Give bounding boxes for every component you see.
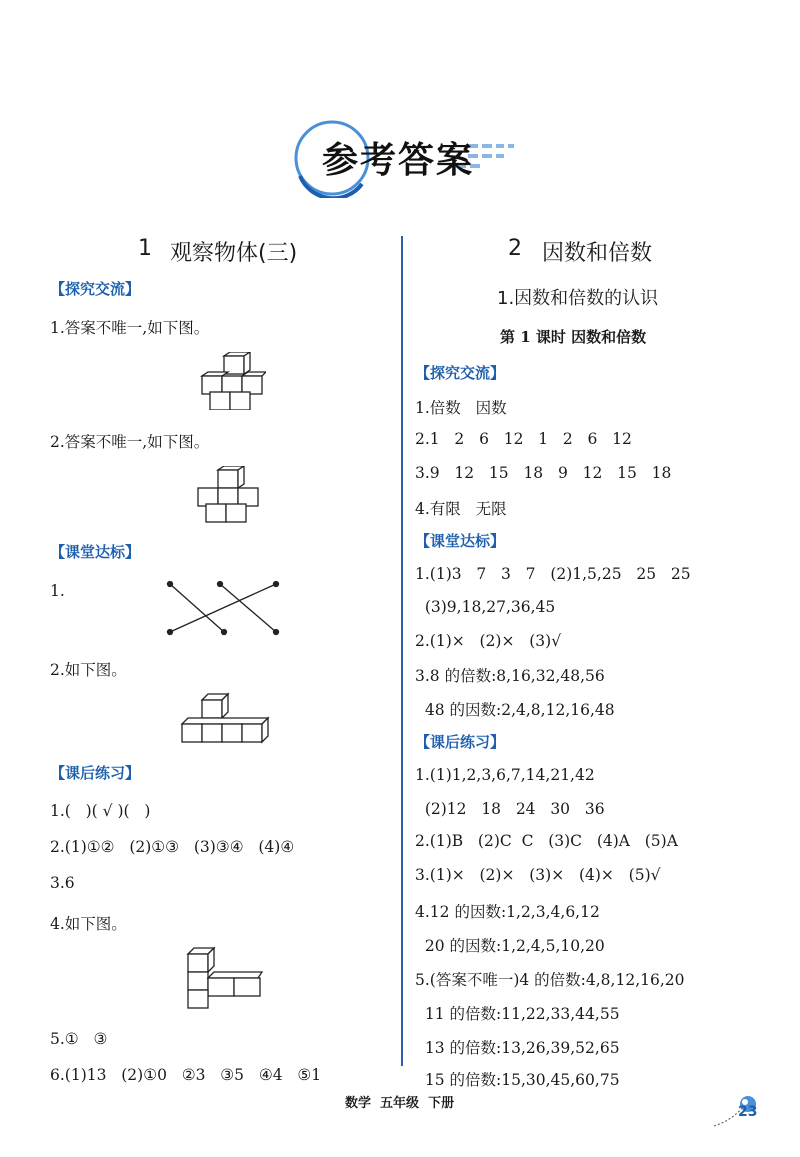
left-explore-item-2: 2.答案不唯一,如下图。 — [50, 433, 210, 451]
right-after-item-9: 13 的倍数:13,26,39,52,65 — [415, 1039, 620, 1057]
left-after-item-2: 2.(1)①② (2)①③ (3)③④ (4)④ — [50, 838, 295, 856]
right-lesson: 第 1 课时 因数和倍数 — [500, 328, 647, 346]
left-section-after: 【课后练习】 — [50, 764, 141, 782]
right-after-item-8: 11 的倍数:11,22,33,44,55 — [415, 1005, 620, 1023]
column-divider — [401, 236, 403, 1066]
cube-figure-3 — [176, 692, 274, 746]
right-after-item-5: 4.12 的因数:1,2,3,4,6,12 — [415, 903, 600, 921]
right-after-item-1: 1.(1)1,2,3,6,7,14,21,42 — [415, 766, 595, 784]
right-explore-item-2: 2.1 2 6 12 1 2 6 12 — [415, 430, 632, 448]
right-class-item-3: 2.(1)× (2)× (3)√ — [415, 632, 562, 650]
right-after-item-4: 3.(1)× (2)× (3)× (4)× (5)√ — [415, 866, 661, 884]
right-explore-item-3: 3.9 12 15 18 9 12 15 18 — [415, 464, 672, 482]
right-explore-item-4: 4.有限 无限 — [415, 500, 507, 518]
left-class-item-1: 1. — [50, 582, 65, 600]
page-number: 23 — [738, 1104, 758, 1120]
right-section-after: 【课后练习】 — [415, 733, 506, 751]
left-explore-item-1: 1.答案不唯一,如下图。 — [50, 319, 210, 337]
right-class-item-5: 48 的因数:2,4,8,12,16,48 — [415, 701, 615, 719]
right-explore-item-1: 1.倍数 因数 — [415, 399, 507, 417]
right-section-class: 【课堂达标】 — [415, 532, 506, 550]
left-after-item-4: 4.如下图。 — [50, 915, 127, 933]
left-after-item-3: 3.6 — [50, 874, 75, 892]
right-subchapter: 1.因数和倍数的认识 — [497, 288, 659, 309]
left-section-class: 【课堂达标】 — [50, 543, 141, 561]
right-after-item-7: 5.(答案不唯一)4 的倍数:4,8,12,16,20 — [415, 971, 685, 989]
cube-figure-4 — [182, 946, 266, 1012]
left-after-item-6: 6.(1)13 (2)①0 ②3 ③5 ④4 ⑤1 — [50, 1066, 322, 1084]
right-after-item-10: 15 的倍数:15,30,45,60,75 — [415, 1071, 620, 1089]
right-section-explore: 【探究交流】 — [415, 364, 506, 382]
left-after-item-1: 1.( )( √ )( ) — [50, 802, 151, 820]
cube-figure-1 — [190, 352, 266, 410]
page-title: 参考答案 — [322, 140, 475, 181]
left-chapter-title: 观察物体(三) — [170, 241, 298, 266]
right-chapter-title: 因数和倍数 — [542, 241, 653, 266]
footer-text: 数学 五年级 下册 — [345, 1096, 455, 1111]
right-chapter-num: 2 — [508, 236, 522, 261]
right-class-item-1: 1.(1)3 7 3 7 (2)1,5,25 25 25 — [415, 565, 691, 583]
right-after-item-3: 2.(1)B (2)C C (3)C (4)A (5)A — [415, 832, 678, 850]
left-class-item-2: 2.如下图。 — [50, 661, 127, 679]
cube-figure-2 — [192, 466, 264, 524]
right-after-item-6: 20 的因数:1,2,4,5,10,20 — [415, 937, 605, 955]
left-after-item-5: 5.① ③ — [50, 1030, 108, 1048]
right-class-item-4: 3.8 的倍数:8,16,32,48,56 — [415, 667, 605, 685]
left-chapter-num: 1 — [138, 236, 152, 261]
matching-lines-figure — [164, 578, 282, 636]
right-after-item-2: (2)12 18 24 30 36 — [415, 800, 605, 818]
left-section-explore: 【探究交流】 — [50, 280, 141, 298]
right-class-item-2: (3)9,18,27,36,45 — [415, 598, 556, 616]
